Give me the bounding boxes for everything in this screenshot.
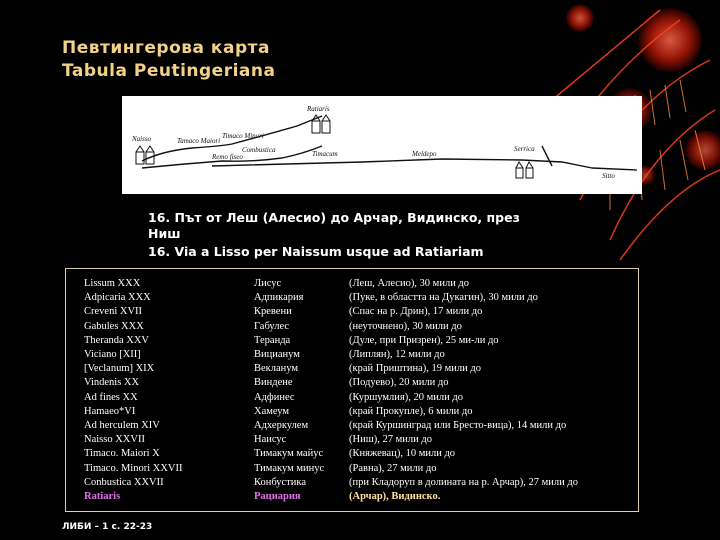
map-label-tamaco-maiori: Tamaco Maiori (177, 137, 221, 145)
notes-row: (Липлян), 12 мили до (349, 349, 445, 361)
notes-row: (Куршумлия), 20 мили до (349, 391, 463, 403)
map-label-timacum: Timacum (312, 150, 338, 158)
latin-row: Timaco. Minori XXVII (84, 462, 183, 474)
page-title: Певтингерова карта (62, 38, 270, 58)
notes-row: (Подуево), 20 мили до (349, 377, 449, 389)
notes-row: (Спас на р. Дрин), 17 мили до (349, 306, 483, 318)
latin-column (84, 277, 234, 504)
footer-reference: ЛИБИ – 1 с. 22-23 (62, 522, 153, 532)
bulgarian-row: Лисус (254, 278, 282, 289)
bulgarian-row: Хамеум (254, 405, 290, 417)
map-label-timaco-minori: Timaco Minori (222, 132, 264, 140)
bulgarian-row: Адфинес (254, 391, 295, 403)
bulgarian-row: Рациария (254, 491, 301, 503)
latin-row: Timaco. Maiori X (84, 448, 160, 460)
bulgarian-row: Кревени (254, 306, 292, 318)
latin-row: Ad fines XX (84, 391, 138, 403)
bulgarian-row: Виндене (254, 377, 293, 389)
section-heading-bg: 16. Път от Леш (Алесио) до Арчар, Видинско, през (148, 210, 520, 225)
latin-row: Creveni XVII (84, 306, 143, 318)
notes-row: (Княжевац), 10 мили до (349, 448, 456, 460)
map-label-meldepo: Meldepo (412, 150, 437, 158)
notes-column (349, 277, 639, 504)
bulgarian-column (254, 277, 344, 504)
notes-row: (неуточнено), 30 мили до (349, 320, 462, 332)
map-label-serrica: Serrica (514, 145, 535, 153)
notes-row: (край Куршинград или Бресто-вица), 14 мили до (349, 420, 567, 432)
bulgarian-row: Габулес (254, 320, 290, 332)
latin-row: [Veclanum] XIX (84, 363, 155, 375)
map-drawing (122, 96, 642, 194)
latin-row: Theranda XXV (84, 334, 150, 346)
map-label-remo-fiseo: Remo fiseo (212, 153, 243, 161)
latin-row: Ratiaris (84, 491, 121, 503)
notes-row: (Равна), 27 мили до (349, 462, 437, 474)
section-heading-bg-cont: Ниш (148, 226, 181, 241)
latin-row: Adpicaria XXX (84, 292, 151, 304)
bulgarian-row: Адхеркулем (254, 420, 309, 432)
latin-row: Viciano [XII] (84, 349, 141, 361)
bulgarian-row: Вицианум (254, 349, 300, 361)
bulgarian-row: Адпикария (254, 292, 304, 304)
map-label-sitto: Sitto (602, 172, 615, 180)
latin-row: Vindenis XX (84, 377, 140, 389)
notes-row: (Дуле, при Призрен), 25 ми-ли до (349, 334, 499, 346)
notes-row: (Ниш), 27 мили до (349, 434, 432, 446)
bulgarian-row: Тимакум майус (254, 448, 324, 460)
section-heading-latin: 16. Via a Lisso per Naissum usque ad Ratiariam (148, 244, 484, 259)
latin-row: Conbustica XXVII (84, 476, 164, 488)
notes-row: (при Кладоруп в долината на р. Арчар), 27 мили до (349, 476, 578, 488)
latin-row: Ad herculem XIV (84, 420, 160, 432)
bulgarian-row: Тимакум минус (254, 462, 325, 474)
notes-row: (край Прокупле), 6 мили до (349, 405, 473, 417)
notes-row: (край Приштина), 19 мили до (349, 363, 481, 375)
latin-row: Gabules XXX (84, 320, 144, 332)
map-label-ratiaris: Ratiaris (307, 105, 330, 113)
bulgarian-row: Векланум (254, 363, 299, 375)
notes-row: (Пуке, в областта на Дукагин), 30 мили до (349, 292, 538, 304)
tabula-map-image (122, 96, 642, 194)
notes-row: (Леш, Алесио), 30 мили до (349, 278, 470, 289)
bulgarian-row: Наисус (254, 434, 287, 446)
latin-row: Hamaeo*VI (84, 405, 136, 417)
notes-row: (Арчар), Видинско. (349, 491, 441, 503)
bulgarian-row: Теранда (254, 334, 291, 346)
bulgarian-row: Конбустика (254, 476, 307, 488)
map-label-combustica: Combustica (242, 146, 276, 154)
latin-row: Lissum XXX (84, 278, 141, 289)
map-label-naisso: Naisso (132, 135, 152, 143)
latin-row: Naisso XXVII (84, 434, 145, 446)
page-subtitle-latin: Tabula Peutingeriana (62, 61, 276, 81)
